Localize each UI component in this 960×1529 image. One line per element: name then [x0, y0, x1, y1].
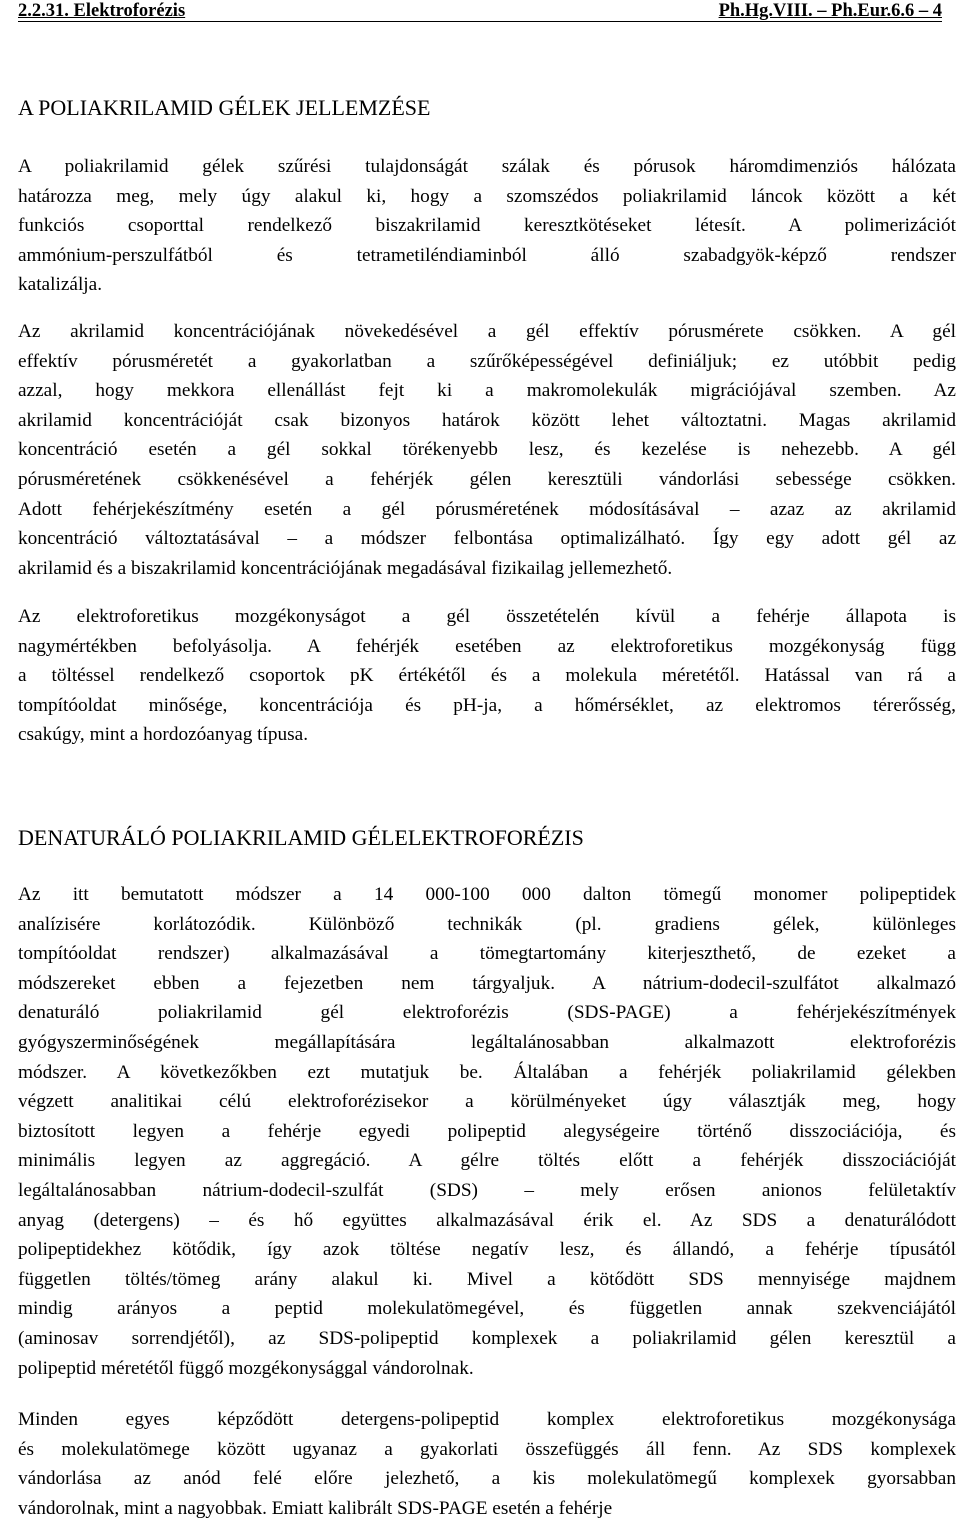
text-line: Az itt bemutatott módszer a 14 000-100 000 dalton tömegű monomer polipeptidek: [18, 884, 956, 905]
text-line: katalizálja.: [18, 274, 103, 296]
page-header: [18, 0, 942, 24]
header-rule: [18, 21, 942, 22]
text-line: biztosított legyen a fehérje egyedi polipeptid alegységeire történő disszociációja, és: [18, 1120, 956, 1142]
paragraph: [18, 880, 956, 1383]
text-line: vándorolnak, mint a nagyobbak. Emiatt kalibrált SDS-PAGE esetén a fehérje: [18, 1497, 613, 1519]
paragraph: [18, 1405, 956, 1523]
section-heading-gel-characteristics: A POLIAKRILAMID GÉLEK JELLEMZÉSE: [18, 95, 431, 120]
text-line: független töltés/tömeg arány alakul ki. Mivel a kötődött SDS mennyisége majdnem: [18, 1268, 956, 1290]
text-line: effektív pórusméretét a gyakorlatban a szűrőképességével definiáljuk; ez utóbbit pedig: [18, 350, 956, 372]
paragraph: [18, 152, 956, 300]
text-line: koncentráció változtatásával – a módszer felbontása optimalizálható. Így egy adott gél az: [18, 528, 956, 550]
text-line: módszer. A következőkben ezt mutatjuk be. Általában a fehérjék poliakrilamid gélekben: [18, 1061, 956, 1083]
text-line: akrilamid és a biszakrilamid koncentrációjának megadásával fizikailag jellemezhető.: [18, 557, 673, 579]
text-line: gyógyszerminőségének megállapítására legáltalánosabban alkalmazott elektroforézis: [18, 1031, 956, 1053]
text-line: analízisére korlátozódik. Különböző technikák (pl. gradiens gélek, különleges: [18, 913, 956, 935]
text-line: tompítóoldat rendszer) alkalmazásával a tömegtartomány kiterjeszthető, de ezeket a: [18, 943, 956, 965]
text-line: és molekulatömege között ugyanaz a gyakorlati összefüggés áll fenn. Az SDS komplexek: [18, 1438, 956, 1460]
text-line: A poliakrilamid gélek szűrési tulajdonságát szálak és pórusok háromdimenziós hálózata: [18, 156, 956, 177]
text-line: (aminosav sorrendjétől), az SDS-polipeptid komplexek a poliakrilamid gélen keresztül a: [18, 1327, 956, 1349]
text-line: nagymértékben befolyásolja. A fehérjék esetében az elektroforetikus mozgékonyság függ: [18, 635, 956, 657]
text-line: mindig arányos a peptid molekulatömegével, és független annak szekvenciájától: [18, 1298, 956, 1320]
text-line: anyag (detergens) – és hő együttes alkalmazásával érik el. Az SDS a denaturálódott: [18, 1209, 956, 1231]
text-line: határozza meg, mely úgy alakul ki, hogy a szomszédos poliakrilamid láncok között a két: [18, 185, 956, 207]
text-line: denaturáló poliakrilamid gél elektroforézis (SDS-PAGE) a fehérjekészítmények: [18, 1002, 956, 1024]
text-line: végzett analitikai célú elektroforézisekor a körülményeket úgy választják meg, hogy: [18, 1091, 956, 1113]
text-line: Adott fehérjekészítmény esetén a gél pórusméretének módosításával – azaz az akrilamid: [18, 498, 956, 520]
text-line: vándorlása az anód felé előre jelezhető, a kis molekulatömegű komplexek gyorsabban: [18, 1468, 956, 1490]
text-line: tompítóoldat minősége, koncentrációja és pH-ja, a hőmérséklet, az elektromos térerősség,: [18, 694, 956, 716]
text-line: akrilamid koncentrációját csak bizonyos határok között lehet változtatni. Magas akrilamid: [18, 409, 956, 431]
text-line: polipeptid méretétől függő mozgékonysággal vándorolnak.: [18, 1357, 474, 1379]
text-line: legáltalánosabban nátrium-dodecil-szulfát (SDS) – mely erősen anionos felületaktív: [18, 1179, 956, 1201]
text-line: pórusméretének csökkenésével a fehérjék gélen keresztüli vándorlási sebessége csökken.: [18, 468, 956, 490]
header-section-title: 2.2.31. Elektroforézis: [18, 1, 186, 21]
text-line: koncentráció esetén a gél sokkal törékenyebb lesz, és kezelése is nehezebb. A gél: [18, 439, 956, 461]
text-line: ammónium-perszulfátból és tetrametiléndiaminból álló szabadgyök-képző rendszer: [18, 244, 956, 266]
text-line: polipeptidekhez kötődik, így azok töltése negatív lesz, és állandó, a fehérje típusától: [18, 1239, 956, 1261]
text-line: azzal, hogy mekkora ellenállást fejt ki a makromolekulák migrációjával szemben. Az: [18, 380, 956, 402]
section-heading-sds-page: DENATURÁLÓ POLIAKRILAMID GÉLELEKTROFORÉZIS: [18, 825, 584, 850]
text-line: Minden egyes képződött detergens-polipeptid komplex elektroforetikus mozgékonysága: [18, 1409, 956, 1430]
paragraph: [18, 602, 956, 750]
text-line: módszereket ebben a fejezetben nem tárgyaljuk. A nátrium-dodecil-szulfátot alkalmazó: [18, 972, 956, 994]
paragraph: [18, 317, 956, 583]
text-line: minimális legyen az aggregáció. A gélre töltés előtt a fehérjék disszociációját: [18, 1150, 956, 1172]
header-pharmacopoeia-ref: Ph.Hg.VIII. – Ph.Eur.6.6 – 4: [718, 1, 942, 21]
text-line: a töltéssel rendelkező csoportok pK értékétől és a molekula méretétől. Hatással van rá a: [18, 665, 956, 687]
text-line: Az akrilamid koncentrációjának növekedésével a gél effektív pórusmérete csökken. A gél: [18, 321, 956, 342]
text-line: csakúgy, mint a hordozóanyag típusa.: [18, 724, 309, 746]
text-line: funkciós csoporttal rendelkező biszakrilamid keresztkötéseket létesít. A polimerizációt: [18, 215, 956, 237]
text-line: Az elektroforetikus mozgékonyságot a gél összetételén kívül a fehérje állapota is: [18, 606, 956, 627]
